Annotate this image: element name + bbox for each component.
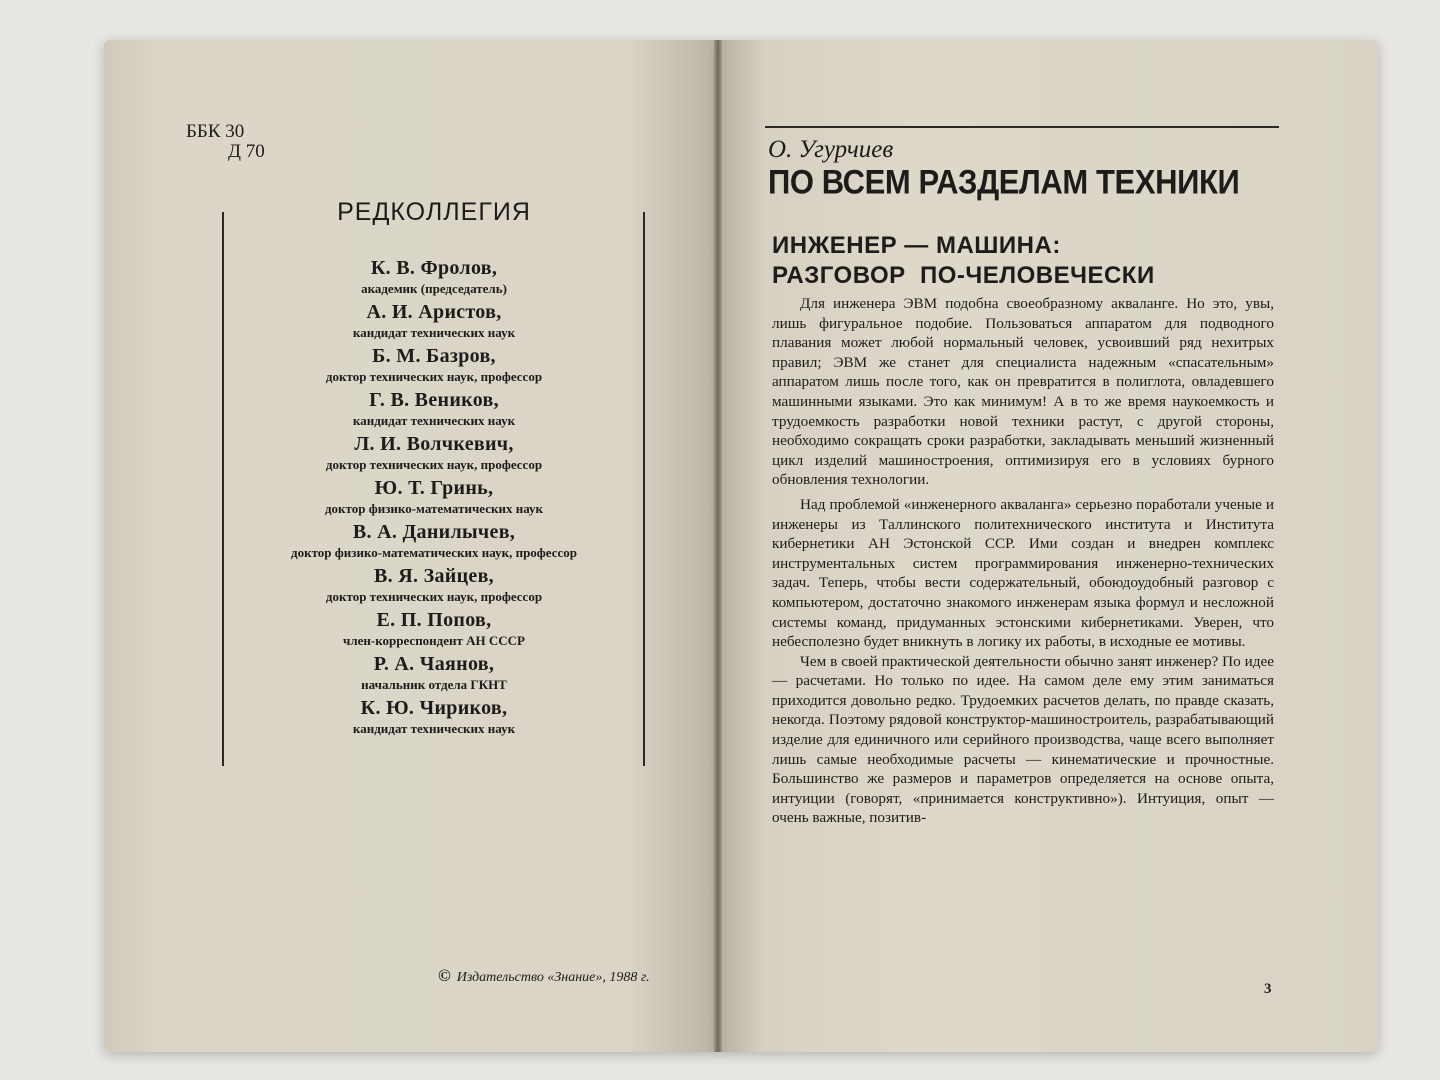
member-name: Л. И. Волчкевич, [354,433,514,455]
article-paragraph: Чем в своей практической деятельности обычно занят инженер? По идее — расчетами. Но только по идее. На самом деле ему этим заниматься приходится довольно редко. Трудоемких расчетов делать, по правде сказать, некогда. Поэтому рядовой конструктор-машиностроитель, разрабатывающий изделие для единичного или серийного производства, чаще всего выполняет лишь самые необходимые расчеты — кинематические и прочностные. Большинство же размеров и параметров определяется на основе опыта, интуиции (говорят, «принимается конструктивно»). Интуиция, опыт — очень важные, позитив- [772,652,1274,827]
author-mark: Д 70 [228,141,265,162]
editorial-board-heading: РЕДКОЛЛЕГИЯ [337,198,531,226]
member-name: Ю. Т. Гринь, [374,477,494,499]
board-member [223,343,645,385]
member-title: начальник отдела ГКНТ [361,677,507,692]
member-title: кандидат технических наук [352,325,516,340]
article-title [772,231,1155,291]
editorial-board-list [223,255,645,739]
member-title: кандидат технических наук [352,413,516,428]
board-member [223,431,645,473]
header-rule [765,126,1279,128]
bbk-classification [186,122,265,162]
member-name: Е. П. Попов, [376,609,492,631]
article-title-line: ИНЖЕНЕР — МАШИНА: [772,232,1061,259]
member-title: доктор технических наук, профессор [325,457,543,472]
member-name: В. Я. Зайцев, [374,565,494,587]
board-member [223,695,645,737]
copyright-icon: © [438,966,451,985]
article-paragraph: Над проблемой «инженерного акваланга» серьезно поработали ученые и инженеры из Таллинского политехнического института и Института кибернетики АН Эстонской ССР. Ими создан и внедрен комплекс инструментальных систем программирования инженерно-технических задач. Теперь, чтобы вести содержательный, обоюдоудобный разговор с компьютером, достаточно знакомого инженерам языка формул и несложной системы команд, придуманных эстонскими кибернетиками. Уверен, что небесполезно будет вникнуть в логику их работы, в исходные ее мотивы. [772,495,1274,651]
member-title: академик (председатель) [361,281,507,296]
board-member [223,651,645,693]
member-name: Р. А. Чаянов, [373,653,495,675]
member-name: К. Ю. Чириков, [360,697,508,719]
board-member [223,299,645,341]
board-member [223,607,645,649]
member-name: В. А. Данилычев, [352,521,516,543]
article-body [772,294,1274,828]
board-member [223,519,645,561]
bbk-code: ББК 30 [186,121,245,142]
page-number: 3 [1264,981,1272,997]
member-name: К. В. Фролов, [370,257,498,279]
member-name: А. И. Аристов, [366,301,502,323]
member-title: член-корреспондент АН СССР [343,633,525,648]
member-title: доктор технических наук, профессор [325,369,543,384]
member-name: Г. В. Веников, [369,389,499,411]
member-name: Б. М. Базров, [372,345,496,367]
series-title: ПО ВСЕМ РАЗДЕЛАМ ТЕХНИКИ [768,162,1240,202]
book-spine-gutter [714,40,722,1052]
article-title-line: РАЗГОВОР ПО-ЧЕЛОВЕЧЕСКИ [772,262,1155,289]
copyright-line [438,966,650,986]
author-name: О. Угурчиев [768,136,894,163]
board-member [223,255,645,297]
member-title: доктор технических наук, профессор [325,589,543,604]
board-member [223,563,645,605]
copyright-text: Издательство «Знание», 1988 г. [456,970,650,985]
article-paragraph: Для инженера ЭВМ подобна своеобразному акваланге. Но это, увы, лишь фигуральное подобие. Пользоваться аппаратом для подводного плавания может любой нормальный человек, усвоивший ряд нехитрых правил; ЭВМ же станет для специалиста надежным «спасательным» аппаратом лишь после того, как он превратится в полиглота, овладевшего машинными языками. Это как минимум! А в то же время наукоемкость и трудоемкость разработки новой техники растут, с другой стороны, необходимо сокращать сроки разработки, закладывать меньший жизненный цикл изделий машиностроения, оптимизируя его в условиях бурного обновления технологии. [772,295,1274,489]
member-title: доктор физико-математических наук [324,501,544,516]
member-title: кандидат технических наук [352,721,516,736]
member-title: доктор физико-математических наук, профессор [291,545,577,560]
board-member [223,387,645,429]
board-member [223,475,645,517]
